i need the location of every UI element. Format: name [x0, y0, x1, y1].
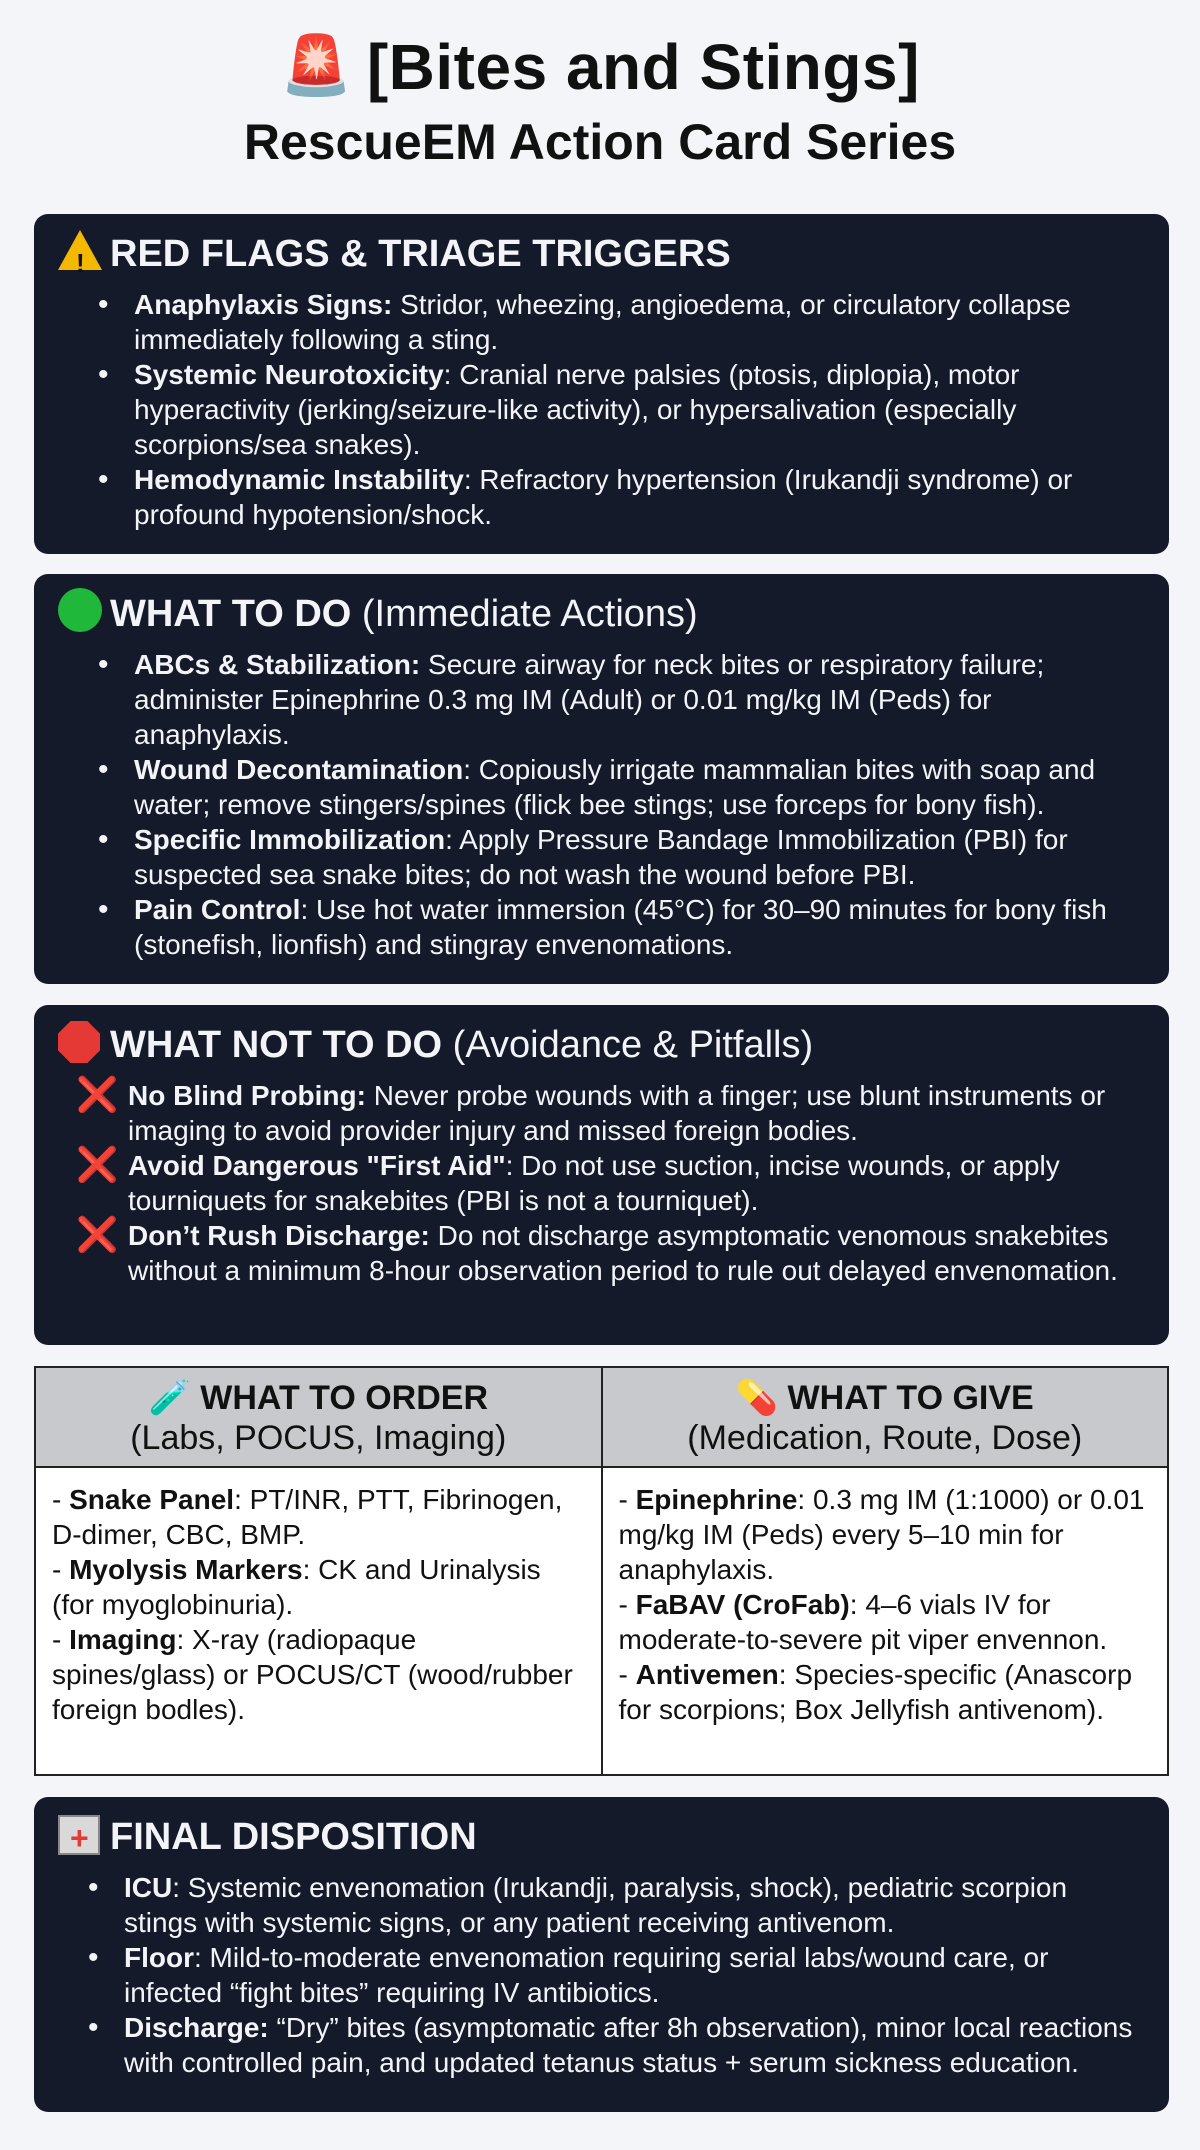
list-item: ❌ Avoid Dangerous "First Aid": Do not use suction, incise wounds, or apply tourniquets for snakebites (PBI is not a tourniquet). [76, 1146, 1060, 1216]
cross-mark-icon: ❌ [76, 1146, 119, 1184]
what-to-do-heading: WHAT TO DO (Immediate Actions) [58, 588, 1141, 639]
page-title [0, 26, 1200, 107]
hospital-icon [58, 1815, 100, 1855]
list-item: • Anaphylaxis Signs: Stridor, wheezing, angioedema, or circulatory collapse immediately following a sting. [86, 287, 1141, 357]
list-item: - Antivemen: Species-specific (Anascorp for scorpions; Box Jellyfish antivenom). [618, 1659, 1133, 1725]
list-item: - Snake Panel: PT/INR, PTT, Fibrinogen, D-dimer, CBC, BMP. [52, 1484, 563, 1550]
cross-mark-icon: ❌ [76, 1216, 119, 1254]
give-cell [602, 1467, 1169, 1775]
disposition-heading: +FINAL DISPOSITION [58, 1811, 1141, 1862]
header [0, 0, 1200, 172]
what-to-do-card [34, 574, 1169, 984]
list-item: • ICU: Systemic envenomation (Irukandji, paralysis, shock), pediatric scorpion stings with systemic signs, or any patient receiving antivenom. [76, 1870, 1141, 1940]
list-item: • Discharge: “Dry” bites (asymptomatic after 8h observation), minor local reactions with controlled pain, and updated tetanus status + serum sickness education. [76, 2010, 1141, 2080]
test-tube-icon: 🧪 [148, 1379, 191, 1417]
cross-mark-icon: ❌ [76, 1076, 119, 1114]
what-not-to-do-list [58, 1078, 1141, 1288]
list-item: • Specific Immobilization: Apply Pressure Bandage Immobilization (PBI) for suspected sea snake bites; do not wash the wound before PBI. [86, 822, 1141, 892]
list-item: • Floor: Mild-to-moderate envenomation requiring serial labs/wound care, or infected “fight bites” requiring IV antibiotics. [76, 1940, 1141, 2010]
disposition-card [34, 1797, 1169, 2112]
list-item: ❌ Don’t Rush Discharge: Do not discharge asymptomatic venomous snakebites without a minimum 8-hour observation period to rule out delayed envenomation. [76, 1216, 1118, 1286]
what-to-do-list [58, 647, 1141, 962]
list-item: • Pain Control: Use hot water immersion (45°C) for 30–90 minutes for bony fish (stonefish, lionfish) and stingray envenomations. [86, 892, 1141, 962]
red-flags-list [58, 287, 1141, 532]
page-subtitle: RescueEM Action Card Series [243, 114, 957, 170]
list-item: • ABCs & Stabilization: Secure airway for neck bites or respiratory failure; administer Epinephrine 0.3 mg IM (Adult) or 0.01 mg/kg IM (Peds) for anaphylaxis. [86, 647, 1141, 752]
pill-icon: 💊 [735, 1379, 779, 1417]
order-column-header: 🧪 WHAT TO ORDER (Labs, POCUS, Imaging) [35, 1367, 602, 1467]
give-column-header: 💊 WHAT TO GIVE (Medication, Route, Dose) [602, 1367, 1169, 1467]
red-flags-heading: !RED FLAGS & TRIAGE TRIGGERS [58, 228, 1141, 279]
disposition-list [58, 1870, 1141, 2080]
stop-sign-icon [58, 1021, 100, 1063]
green-circle-icon [58, 588, 102, 632]
list-item: - Epinephrine: 0.3 mg IM (1:1000) or 0.01 mg/kg IM (Peds) every 5–10 min for anaphylaxis. [618, 1484, 1145, 1585]
order-cell [35, 1467, 602, 1775]
siren-icon: 🚨 [280, 33, 353, 98]
list-item: - Imaging: X-ray (radiopaque spines/glass) or POCUS/CT (wood/rubber foreign bodles). [52, 1624, 573, 1725]
red-flags-card [34, 214, 1169, 554]
list-item: - Myolysis Markers: CK and Urinalysis (for myoglobinuria). [52, 1554, 541, 1620]
list-item: • Wound Decontamination: Copiously irrigate mammalian bites with soap and water; remove stingers/spines (flick bee stings; use forceps for bony fish). [86, 752, 1141, 822]
list-item: • Hemodynamic Instability: Refractory hypertension (Irukandji syndrome) or profound hypotension/shock. [86, 462, 1141, 532]
list-item: - FaBAV (CroFab): 4–6 vials IV for moderate-to-severe pit viper envennon. [618, 1589, 1108, 1655]
what-not-to-do-heading: WHAT NOT TO DO (Avoidance & Pitfalls) [58, 1019, 1141, 1070]
what-not-to-do-card [34, 1005, 1169, 1345]
warning-icon [58, 230, 102, 270]
list-item: • Systemic Neurotoxicity: Cranial nerve palsies (ptosis, diplopia), motor hyperactivity (jerking/seizure-like activity), or hypersalivation (especially scorpions/sea snakes). [86, 357, 1141, 462]
title-text: [Bites and Stings] [366, 31, 920, 103]
list-item: ❌ No Blind Probing: Never probe wounds with a finger; use blunt instruments or imaging to avoid provider injury and missed foreign bodies. [76, 1076, 1106, 1146]
orders-table [34, 1366, 1169, 1776]
